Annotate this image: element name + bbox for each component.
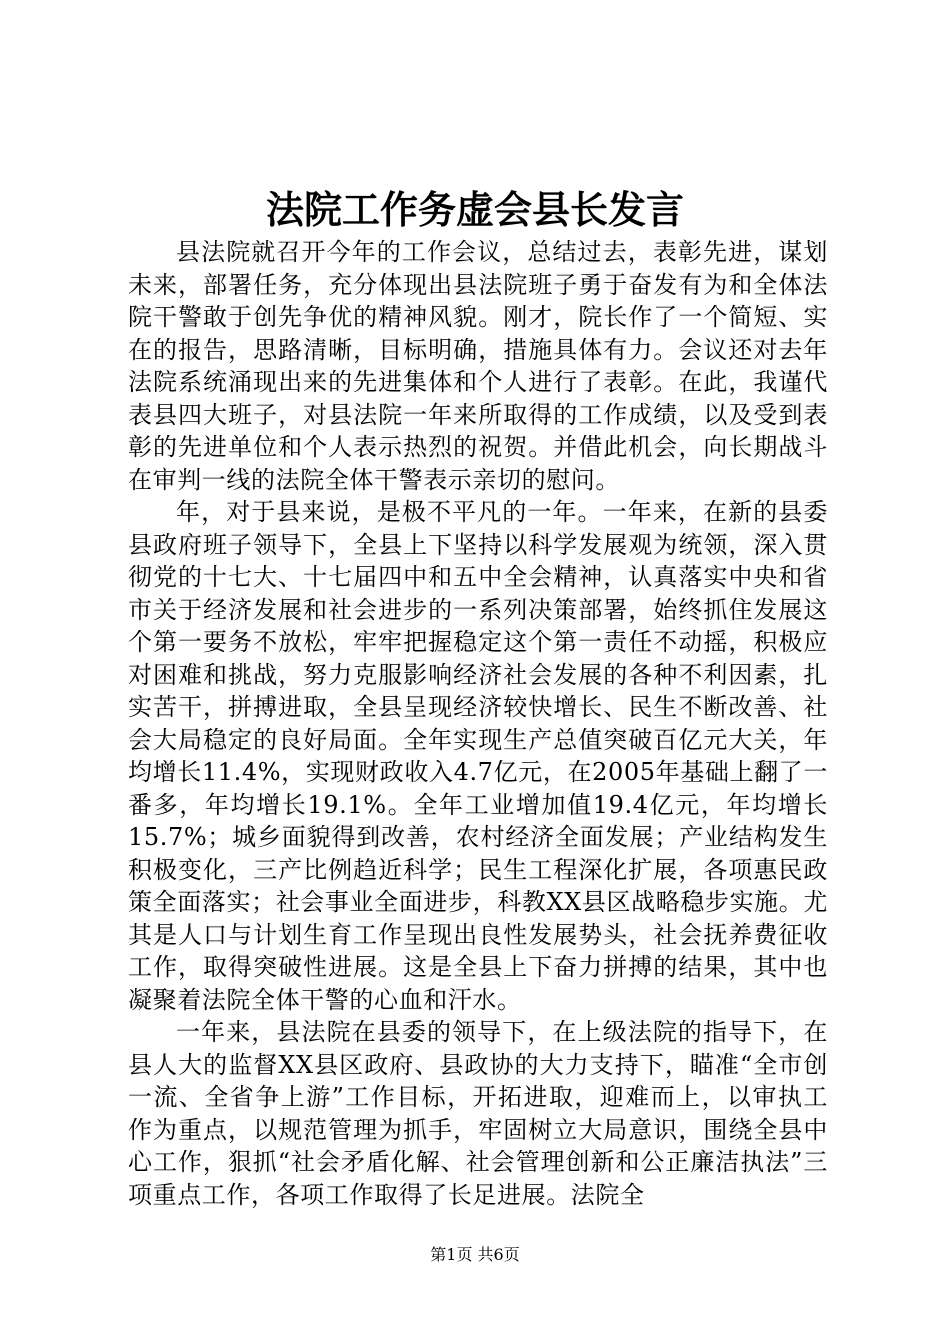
document-body <box>128 236 828 1211</box>
paragraph: 县法院就召开今年的工作会议，总结过去，表彰先进，谋划未来，部署任务，充分体现出县法院班子勇于奋发有为和全体法院干警敢于创先争优的精神风貌。刚才，院长作了一个简短、实在的报告，思路清晰，目标明确，措施具体有力。会议还对去年法院系统涌现出来的先进集体和个人进行了表彰。在此，我谨代表县四大班子，对县法院一年来所取得的工作成绩，以及受到表彰的先进单位和个人表示热烈的祝贺。并借此机会，向长期战斗在审判一线的法院全体干警表示亲切的慰问。 <box>128 238 828 494</box>
document-title: 法院工作务虚会县长发言 <box>265 187 684 232</box>
page-number-footer: 第1页 共6页 <box>430 1245 520 1264</box>
paragraph: 一年来，县法院在县委的领导下，在上级法院的指导下，在县人大的监督XX县区政府、县政协的大力支持下，瞄准“全市创一流、全省争上游”工作目标，开拓进取，迎难而上，以审执工作为重点，以规范管理为抓手，牢固树立大局意识，围绕全县中心工作，狠抓“社会矛盾化解、社会管理创新和公正廉洁执法”三项重点工作，各项工作取得了长足进展。法院全 <box>128 1018 828 1209</box>
paragraph: 年，对于县来说，是极不平凡的一年。一年来，在新的县委县政府班子领导下，全县上下坚持以科学发展观为统领，深入贯彻党的十七大、十七届四中和五中全会精神，认真落实中央和省市关于经济发展和社会进步的一系列决策部署，始终抓住发展这个第一要务不放松，牢牢把握稳定这个第一责任不动摇，积极应对困难和挑战，努力克服影响经济社会发展的各种不利因素，扎实苦干，拼搏进取，全县呈现经济较快增长、民生不断改善、社会大局稳定的良好局面。全年实现生产总值突破百亿元大关，年均增长11.4%，实现财政收入4.7亿元，在2005年基础上翻了一番多，年均增长19.1%。全年工业增加值19.4亿元，年均增长15.7%；城乡面貌得到改善，农村经济全面发展；产业结构发生积极变化，三产比例趋近科学；民生工程深化扩展，各项惠民政策全面落实；社会事业全面进步，科教XX县区战略稳步实施。尤其是人口与计划生育工作呈现出良性发展势头，社会抚养费征收工作，取得突破性进展。这是全县上下奋力拼搏的结果，其中也凝聚着法院全体干警的心血和汗水。 <box>128 498 828 1014</box>
